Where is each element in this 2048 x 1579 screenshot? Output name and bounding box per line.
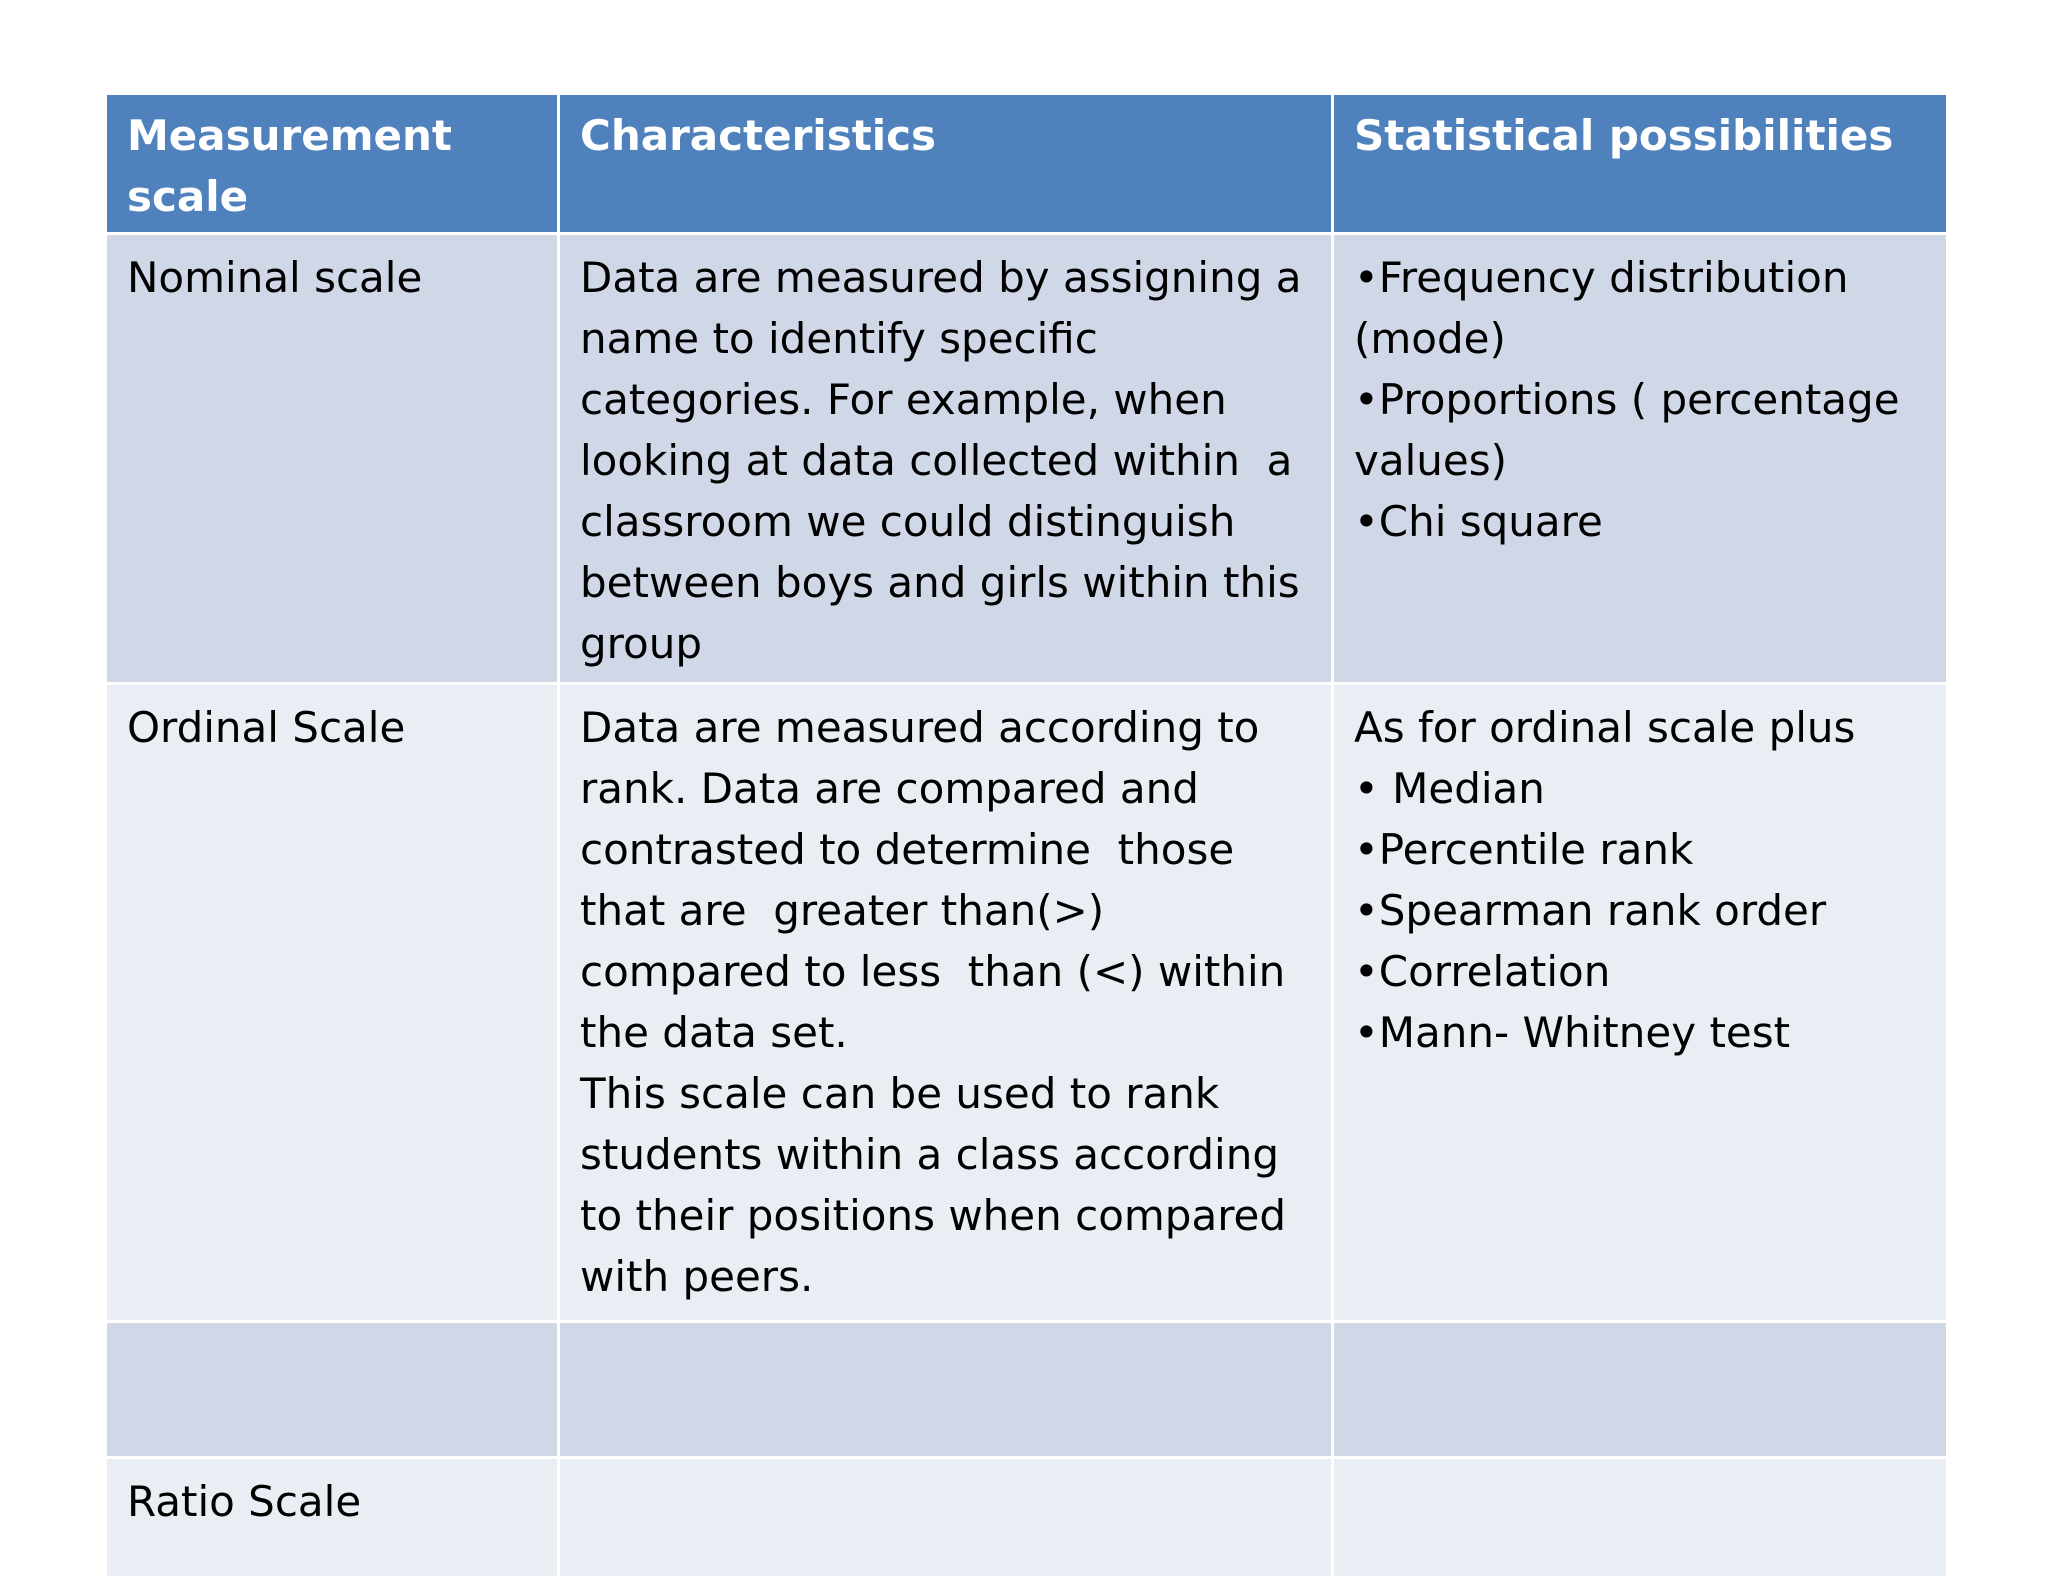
cell-statistics [1333,234,1948,684]
table-row-ordinal [106,684,1948,1322]
characteristics-text: Data are measured according to rank. Data are compared and contrasted to determine those that are greater than(>) compared to less than (<) within the data set. [580,703,1299,1057]
scale-name: Ratio Scale [127,1477,362,1526]
statistics-item: •Percentile rank [1354,825,1694,874]
statistics-item: •Mann- Whitney test [1354,1008,1791,1057]
cell-scale [106,684,559,1322]
header-characteristics: Characteristics [559,94,1333,234]
cell-scale [106,1458,559,1578]
scale-name: Ordinal Scale [127,703,406,752]
statistics-item: As for ordinal scale plus [1354,703,1856,752]
table-header-row [106,94,1948,234]
cell-characteristics [559,1458,1333,1578]
table-row-nominal [106,234,1948,684]
cell-statistics [1333,1458,1948,1578]
statistics-item: •Frequency distribution (mode) [1354,253,1862,363]
statistics-item: •Chi square [1354,497,1603,546]
cell-scale [106,234,559,684]
header-statistical-possibilities: Statistical possibilities [1333,94,1948,234]
characteristics-text: This scale can be used to rank students within a class according to their positions when compared with peers. [580,1069,1300,1301]
cell-characteristics [559,1322,1333,1458]
measurement-scales-table [104,92,1949,1579]
cell-characteristics [559,234,1333,684]
cell-statistics [1333,1322,1948,1458]
scale-name: Nominal scale [127,253,423,302]
statistics-item: • Median [1354,764,1545,813]
cell-characteristics [559,684,1333,1322]
header-measurement-scale: Measurement scale [106,94,559,234]
table-row-empty [106,1322,1948,1458]
statistics-item: •Proportions ( percentage values) [1354,375,1913,485]
cell-statistics [1333,684,1948,1322]
statistics-item: •Spearman rank order [1354,886,1827,935]
statistics-item: •Correlation [1354,947,1611,996]
characteristics-text: Data are measured by assigning a name to identify specific categories. For example, when looking at data collected within a classroom we could distinguish between boys and girls within this group [580,253,1315,668]
table-row-ratio [106,1458,1948,1578]
cell-scale [106,1322,559,1458]
